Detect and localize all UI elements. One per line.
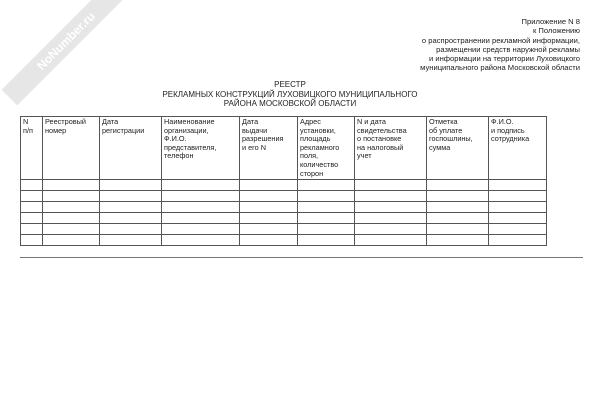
table-row	[21, 191, 547, 202]
table-cell	[298, 180, 355, 191]
table-cell	[21, 180, 43, 191]
table-cell	[489, 191, 547, 202]
table-row	[21, 180, 547, 191]
table-cell	[162, 202, 240, 213]
title-line: РЕЕСТР	[274, 80, 306, 89]
table-cell	[427, 213, 489, 224]
appendix-line: и информации на территории Луховицкого	[428, 54, 580, 64]
table-cell	[240, 224, 298, 235]
table-cell	[427, 235, 489, 246]
table-cell	[240, 180, 298, 191]
table-cell	[240, 235, 298, 246]
table-cell	[355, 235, 427, 246]
column-header: Адрес установки, площадь рекламного поля, количество сторон	[298, 117, 355, 180]
registry-table	[20, 116, 547, 246]
table-row	[21, 235, 547, 246]
table-cell	[355, 202, 427, 213]
table-cell	[355, 180, 427, 191]
table-cell	[100, 224, 162, 235]
table-cell	[162, 235, 240, 246]
title-line: РЕКЛАМНЫХ КОНСТРУКЦИЙ ЛУХОВИЦКОГО МУНИЦИПАЛЬНОГО	[162, 89, 418, 99]
divider-line	[20, 257, 583, 258]
table-cell	[240, 191, 298, 202]
table-cell	[489, 202, 547, 213]
table-cell	[298, 224, 355, 235]
appendix-line: муниципального района Московской области	[420, 63, 580, 73]
table-cell	[21, 202, 43, 213]
table-cell	[489, 235, 547, 246]
title-line: РАЙОНА МОСКОВСКОЙ ОБЛАСТИ	[223, 99, 357, 108]
table-cell	[355, 213, 427, 224]
table-cell	[43, 235, 100, 246]
table-cell	[298, 235, 355, 246]
table-cell	[21, 213, 43, 224]
column-header: Реестровый номер	[43, 117, 100, 180]
table-cell	[427, 180, 489, 191]
column-header: Дата выдачи разрешения и его N	[240, 117, 298, 180]
table-cell	[21, 191, 43, 202]
table-cell	[100, 235, 162, 246]
table-cell	[100, 213, 162, 224]
column-header: Дата регистрации	[100, 117, 162, 180]
table-cell	[43, 202, 100, 213]
column-header: N и дата свидетельства о постановке на налоговый учет	[355, 117, 427, 180]
table-cell	[162, 224, 240, 235]
column-header: Наименование организации, Ф.И.О. представителя, телефон	[162, 117, 240, 180]
table-cell	[43, 224, 100, 235]
column-header: Ф.И.О. и подпись сотрудника	[489, 117, 547, 180]
table-cell	[489, 180, 547, 191]
document-title	[0, 80, 580, 109]
table-cell	[43, 213, 100, 224]
table-cell	[427, 191, 489, 202]
table-cell	[298, 202, 355, 213]
table-cell	[100, 191, 162, 202]
table-row	[21, 202, 547, 213]
table-cell	[298, 213, 355, 224]
table-cell	[240, 213, 298, 224]
watermark: NoNumber.ru	[2, 0, 131, 105]
table-cell	[43, 191, 100, 202]
table-row	[21, 224, 547, 235]
appendix-line: к Положению	[532, 26, 580, 36]
table-cell	[43, 180, 100, 191]
table-cell	[489, 224, 547, 235]
table-cell	[427, 202, 489, 213]
table-cell	[355, 224, 427, 235]
table-cell	[21, 235, 43, 246]
table-cell	[427, 224, 489, 235]
table-cell	[162, 213, 240, 224]
table-cell	[162, 180, 240, 191]
table-cell	[240, 202, 298, 213]
table-cell	[489, 213, 547, 224]
appendix-line: размещении средств наружной рекламы	[436, 44, 580, 54]
appendix-line: Приложение N 8	[521, 17, 580, 26]
column-header: N п/п	[21, 117, 43, 180]
column-header: Отметка об уплате госпошлины, сумма	[427, 117, 489, 180]
table-cell	[21, 224, 43, 235]
table-cell	[100, 180, 162, 191]
appendix-note	[420, 17, 580, 73]
table-row	[21, 213, 547, 224]
table-cell	[162, 191, 240, 202]
table-cell	[298, 191, 355, 202]
appendix-line: о распространении рекламной информации,	[421, 35, 580, 45]
table-cell	[355, 191, 427, 202]
table-cell	[100, 202, 162, 213]
